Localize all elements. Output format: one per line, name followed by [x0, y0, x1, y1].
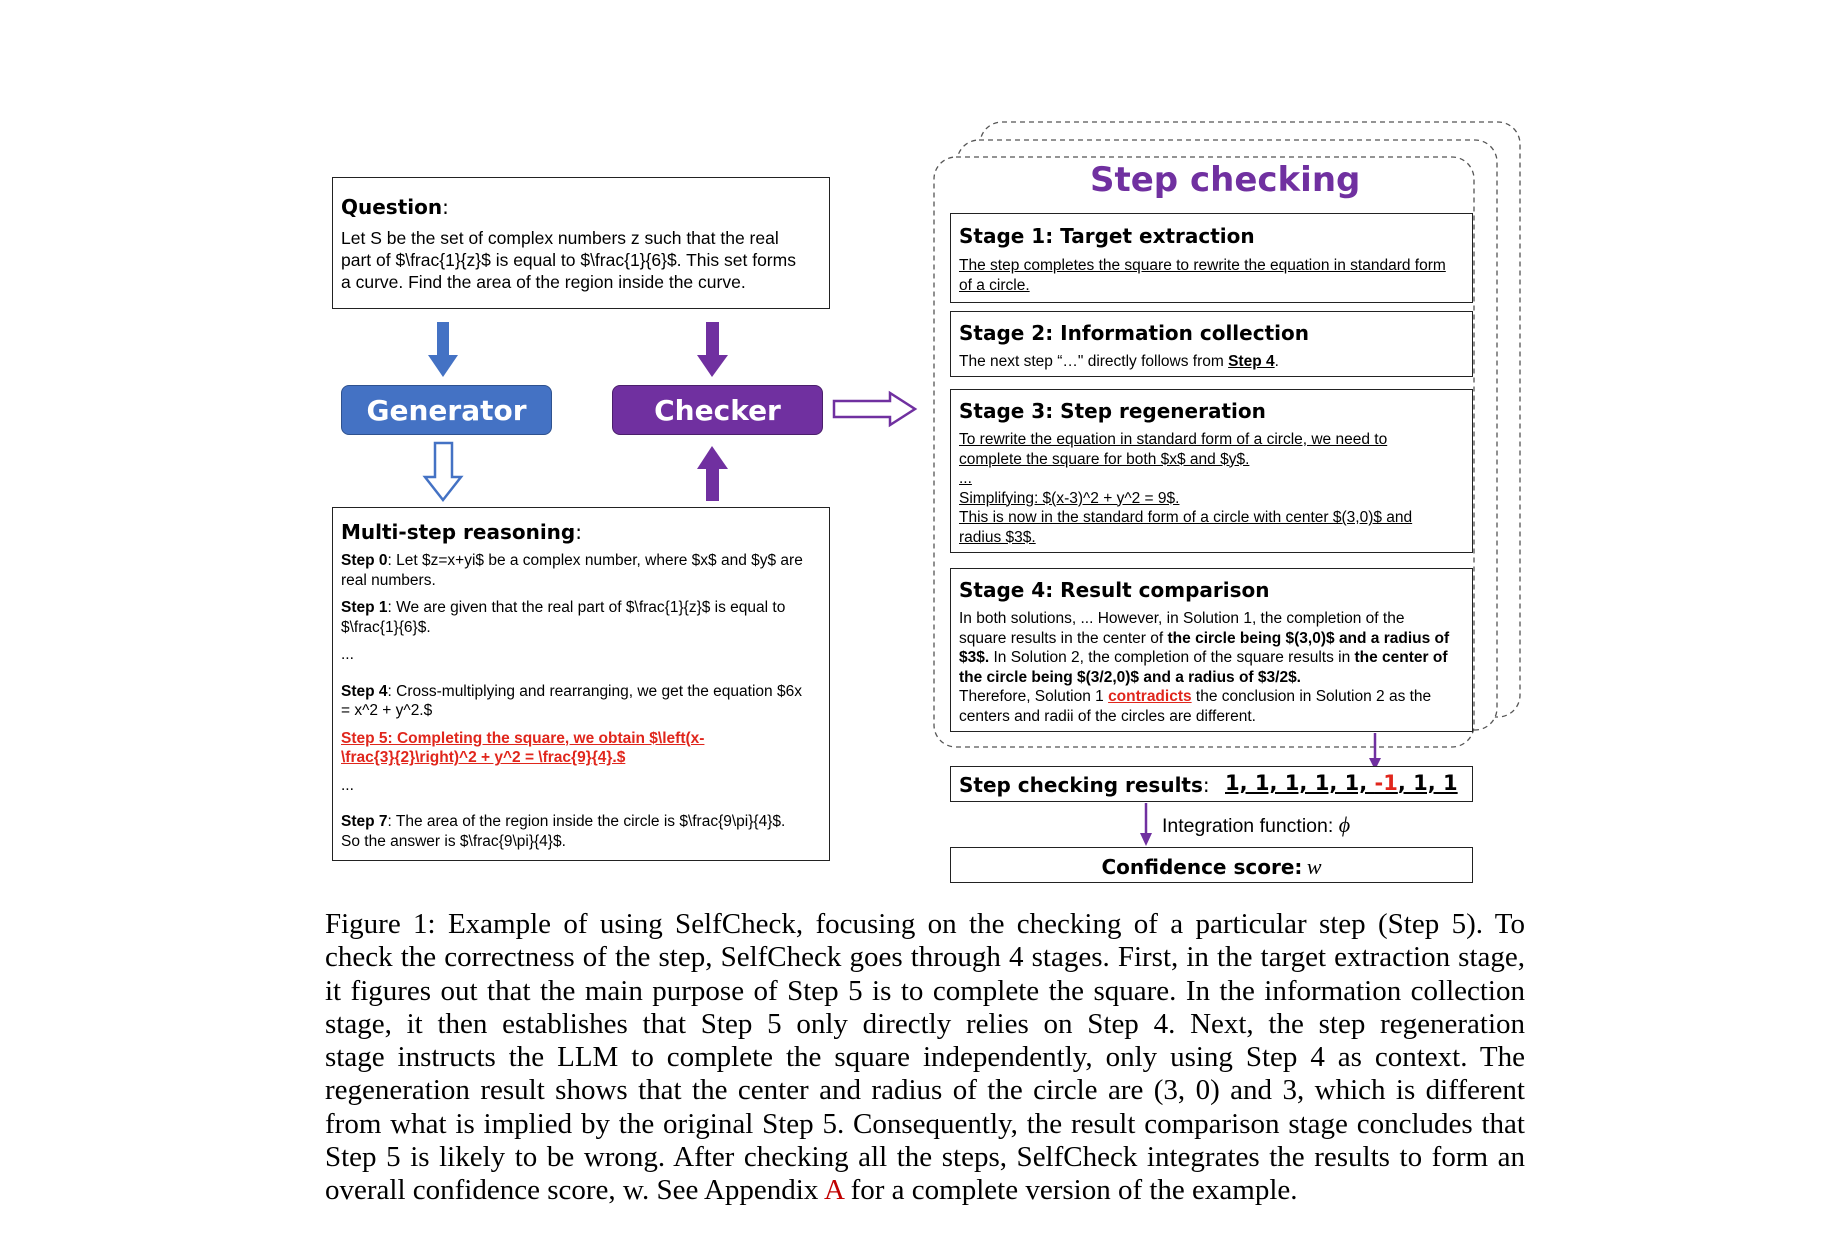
results-values: 1, 1, 1, 1, 1, -1, 1, 1: [1225, 771, 1458, 795]
step-5-highlighted: Step 5: Completing the square, we obtain $\left(x- \frac{3}{2}\right)^2 + y^2 = \frac{9}{4}.$: [341, 729, 705, 766]
stage2-text: The next step “…" directly follows from Step 4.: [959, 353, 1279, 370]
stage1-text: The step completes the square to rewrite the equation in standard form of a circle.: [959, 257, 1446, 294]
stage3-text: To rewrite the equation in standard form of a circle, we need to complete the square for both $x$ and $y$. ... Simplifying: $(x-3)^2 + y^2 = 9$. This is now in the standard form of a circle with center $(3,0)$ and radius $3$.: [959, 431, 1413, 546]
generator-button[interactable]: Generator: [341, 385, 552, 435]
step-7: Step 7: The area of the region inside the circle is $\frac{9\pi}{4}$. So the answer is $\frac{9\pi}{4}$.: [341, 813, 786, 850]
arrow-results-to-confidence: [1140, 803, 1152, 846]
arrow-reasoning-to-checker: [697, 446, 728, 501]
question-text: Let S be the set of complex numbers z such that the real part of $\frac{1}{z}$ is equal to $\frac{1}{6}$. This set forms a curve. Find the area of the region inside the curve.: [341, 228, 796, 292]
integration-function-label: Integration function: ϕ: [1162, 812, 1351, 837]
step-4: Step 4: Cross-multiplying and rearranging, we get the equation $6x = x^2 + y^2.$: [341, 682, 802, 719]
question-title: Question:: [341, 195, 449, 219]
arrow-question-to-generator: [428, 322, 458, 377]
stage3-title: Stage 3: Step regeneration: [959, 399, 1266, 423]
ellipsis-1: ...: [341, 646, 354, 663]
checker-button[interactable]: Checker: [612, 385, 823, 435]
step-checking-title: Step checking: [1090, 160, 1361, 200]
appendix-link[interactable]: A: [824, 1174, 844, 1207]
arrow-question-to-checker: [697, 322, 728, 377]
arrow-generator-to-reasoning: [425, 443, 461, 500]
stage4-text: In both solutions, ... However, in Solution 1, the completion of the square results in the center of the circle being $(3,0)$ and a radius of $3$. In Solution 2, the completion of the square results in the center of the circle being $(3/2,0)$ and a radius of $3/2$. Therefore, Solution 1 contradicts the conclusion in Solution 2 as the centers and radii of the circles are different.: [959, 610, 1450, 725]
results-box: [950, 766, 1473, 802]
question-box: [332, 177, 830, 309]
reasoning-steps: [341, 551, 826, 859]
stage1-title: Stage 1: Target extraction: [959, 224, 1255, 248]
step-1: Step 1: We are given that the real part of $\frac{1}{z}$ is equal to $\frac{1}{6}$.: [341, 599, 786, 636]
reasoning-title: Multi-step reasoning:: [341, 520, 582, 544]
ellipsis-2: ...: [341, 776, 354, 794]
reasoning-box: [332, 507, 830, 861]
figure-caption: Figure 1: Example of using SelfCheck, focusing on the checking of a particular step (Step 5). To check the correctness of the step, SelfCheck goes through 4 stages. First, in the target extraction stage, it figures out that the main purpose of Step 5 is to complete the square. In the information collection stage, it then establishes that Step 5 only directly relies on Step 4. Next, the step regeneration stage instructs the LLM to complete the square independently, only using Step 4 as context. The regeneration result shows that the center and radius of the circle are (3, 0) and 3, which is different from what is implied by the original Step 5. Consequently, the result comparison stage concludes that Step 5 is likely to be wrong. After checking all the steps, SelfCheck integrates the results to form an overall confidence score, w. See Appendix A for a complete version of the example.: [325, 908, 1525, 1207]
stage4-title: Stage 4: Result comparison: [959, 578, 1270, 602]
confidence-box: [950, 847, 1473, 883]
stage1-box: [950, 213, 1473, 303]
stage3-box: [950, 389, 1473, 553]
stage4-box: [950, 568, 1473, 732]
stage2-box: [950, 311, 1473, 377]
results-label: Step checking results:: [959, 773, 1210, 797]
arrow-checker-to-stepchecking: [834, 393, 915, 425]
confidence-label: Confidence score: w: [1101, 854, 1322, 879]
stage2-title: Stage 2: Information collection: [959, 321, 1309, 345]
step-0: Step 0: Let $z=x+yi$ be a complex number, where $x$ and $y$ are real numbers.: [341, 552, 803, 589]
